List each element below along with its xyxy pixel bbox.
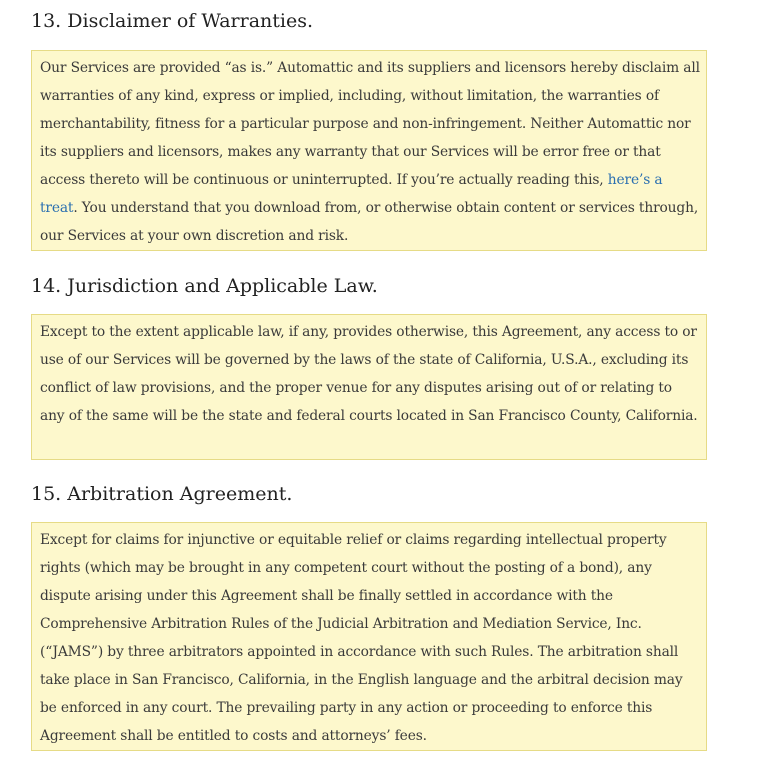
section-heading-arbitration-agreement: 15. Arbitration Agreement. (31, 483, 293, 505)
disclaimer-text-after-link: . You understand that you download from, or otherwise obtain content or services through, our Services at your own discretion and risk. (40, 200, 699, 244)
callout-disclaimer-of-warranties (31, 50, 707, 251)
disclaimer-text-before-link: Our Services are provided “as is.” Automattic and its suppliers and licensors hereby disclaim all warranties of any kind, express or implied, including, without limitation, the warranties of merchantability, fitness for a particular purpose and non-infringement. Neither Automattic nor its suppliers and licensors, makes any warranty that our Services will be error free or that access thereto will be continuous or uninterrupted. If you’re actually reading this, (40, 60, 700, 188)
arbitration-body-text: Except for claims for injunctive or equitable relief or claims regarding intellectual property rights (which may be brought in any competent court without the posting of a bond), any dispute arising under this Agreement shall be finally settled in accordance with the Comprehensive Arbitration Rules of the Judicial Arbitration and Mediation Service, Inc. (“JAMS”) by three arbitrators appointed in accordance with such Rules. The arbitration shall take place in San Francisco, California, in the English language and the arbitral decision may be enforced in any court. The prevailing party in any action or proceeding to enforce this Agreement shall be entitled to costs and attorneys’ fees. (40, 532, 683, 744)
section-heading-jurisdiction-and-applicable-law: 14. Jurisdiction and Applicable Law. (31, 275, 378, 297)
disclaimer-body-text (40, 54, 700, 250)
section-heading-disclaimer-of-warranties: 13. Disclaimer of Warranties. (31, 10, 314, 32)
jurisdiction-body-text: Except to the extent applicable law, if any, provides otherwise, this Agreement, any access to or use of our Services will be governed by the laws of the state of California, U.S.A., excluding its conflict of law provisions, and the proper venue for any disputes arising out of or relating to any of the same will be the state and federal courts located in San Francisco County, California. (40, 324, 698, 424)
heres-a-treat-link[interactable]: here’s a treat (40, 172, 663, 216)
callout-jurisdiction-and-applicable-law (31, 314, 707, 460)
callout-arbitration-agreement (31, 522, 707, 751)
